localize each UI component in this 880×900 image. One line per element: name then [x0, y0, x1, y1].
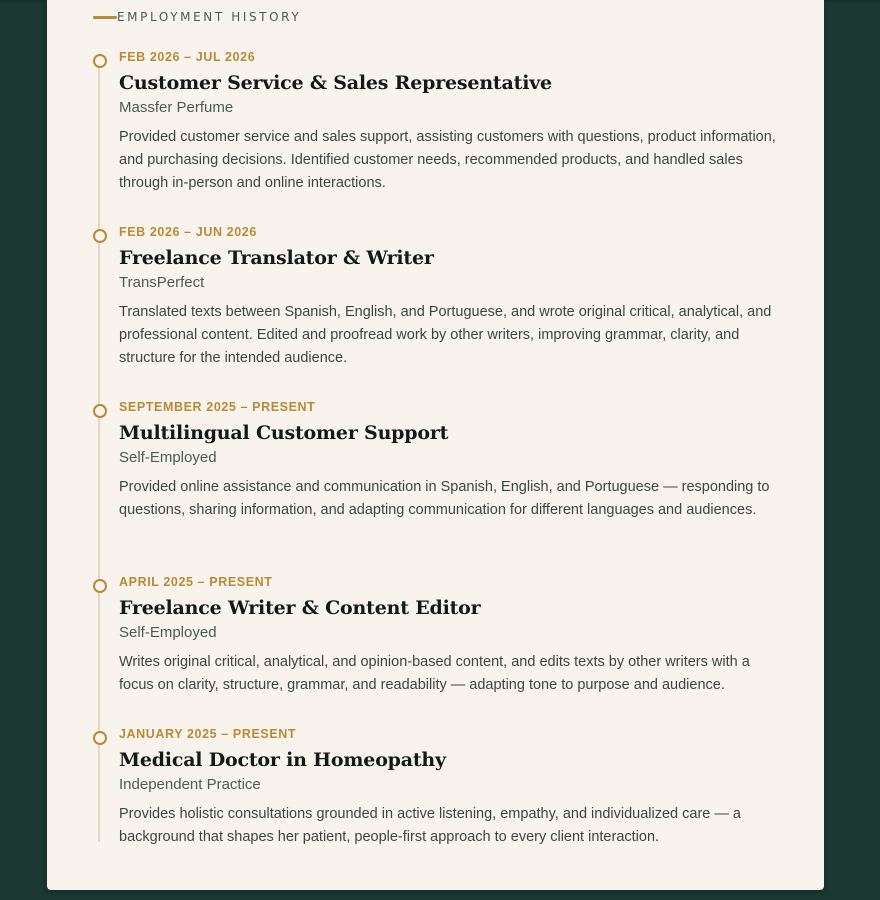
company-name: Self-Employed: [119, 624, 217, 641]
company-name: TransPerfect: [119, 274, 205, 291]
job-description: Provided online assistance and communication in Spanish, English, and Portuguese — responding to questions, sharing information, and adapting communication for different languages and audiences.: [119, 479, 770, 518]
company-name: Self-Employed: [119, 449, 217, 466]
timeline-rail: [98, 66, 100, 842]
timeline-dot: [93, 229, 107, 243]
timeline-dot: [93, 54, 107, 68]
company-name: Massfer Perfume: [119, 99, 234, 116]
job-description: Provides holistic consultations grounded in active listening, empathy, and individualized care — a background that shapes her patient, people-first approach to every client interaction.: [119, 806, 741, 845]
company-name: Independent Practice: [119, 776, 261, 793]
entry-date: APRIL 2025 – PRESENT: [119, 575, 273, 589]
job-description: Translated texts between Spanish, English, and Portuguese, and wrote original critical, analytical, and professional content. Edited and proofread work by other writers, improving grammar, clarity, and structure for the intended audience.: [119, 304, 772, 366]
entry-date: FEB 2026 – JUL 2026: [119, 50, 256, 64]
job-title: Customer Service & Sales Representative: [119, 72, 552, 94]
entry-date: JANUARY 2025 – PRESENT: [119, 727, 297, 741]
job-title: Freelance Writer & Content Editor: [119, 597, 481, 619]
job-title: Medical Doctor in Homeopathy: [119, 749, 446, 771]
timeline-dot: [93, 579, 107, 593]
entry-date: FEB 2026 – JUN 2026: [119, 225, 257, 239]
entry-date: SEPTEMBER 2025 – PRESENT: [119, 400, 316, 414]
job-title: Freelance Translator & Writer: [119, 247, 434, 269]
section-accent-line: [93, 16, 117, 19]
section-header: [93, 10, 301, 24]
job-description: Writes original critical, analytical, and opinion-based content, and edits texts by other writers with a focus on clarity, structure, grammar, and readability — adapting tone to purpose and audience.: [119, 654, 750, 693]
timeline-dot: [93, 731, 107, 745]
resume-card: [47, 0, 824, 890]
section-title: EMPLOYMENT HISTORY: [117, 10, 302, 24]
timeline-dot: [93, 404, 107, 418]
job-title: Multilingual Customer Support: [119, 422, 449, 444]
job-description: Provided customer service and sales support, assisting customers with questions, product information, and purchasing decisions. Identified customer needs, recommended products, and handled sales through in-person and online interactions.: [119, 129, 776, 191]
